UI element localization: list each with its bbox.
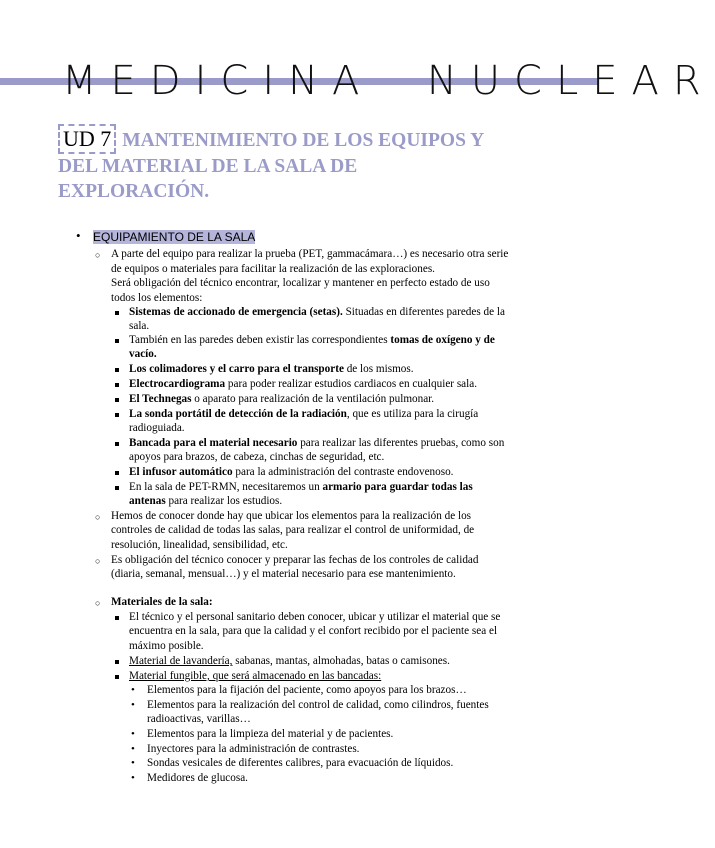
item-line: sala.	[129, 320, 150, 332]
document-header	[62, 58, 715, 104]
p1-line: todos los elementos:	[111, 292, 203, 304]
item-oxygen: También en las paredes deben existir las correspondientes tomas de oxígeno y de	[129, 334, 495, 346]
item-line: antenas para realizar los estudios.	[129, 495, 283, 507]
p1-line: Será obligación del técnico encontrar, localizar y mantener en perfecto estado de uso	[111, 277, 490, 289]
item-technegas: El Technegas o aparato para realización de la ventilación pulmonar.	[129, 393, 435, 405]
item-emergency: Sistemas de accionado de emergencia (setas). Situadas en diferentes paredes de la	[129, 306, 505, 318]
sub-item: Elementos para la realización del control de calidad, como cilindros, fuentes	[147, 699, 489, 711]
circle-bullet-icon: ○	[95, 556, 101, 566]
p2-line: resolución, linealidad, sensibilidad, etc.	[111, 539, 288, 551]
sub-item: Inyectores para la administración de contrastes.	[147, 743, 360, 755]
sub-item-line: radioactivas, varillas…	[147, 713, 251, 725]
item-ecg: Electrocardiograma para poder realizar estudios cardiacos en cualquier sala.	[129, 378, 478, 390]
material-fungible: Material fungible, que será almacenado en las bancadas:	[129, 670, 382, 682]
p2-line: controles de calidad de todas las salas, para realizar el control de uniformidad, de	[111, 524, 475, 536]
item-probe: La sonda portátil de detección de la radiación, que es utiliza para la cirugía	[129, 408, 479, 420]
square-bullet-icon	[115, 486, 119, 490]
p1-line: A parte del equipo para realizar la prueba (PET, gammacámara…) es necesario otra serie	[111, 248, 509, 260]
circle-bullet-icon: ○	[95, 250, 101, 260]
square-bullet-icon	[115, 383, 119, 387]
item-collimators: Los colimadores y el carro para el transporte de los mismos.	[129, 363, 414, 375]
material-laundry: Material de lavandería, sabanas, mantas, almohadas, batas o camisones.	[129, 655, 450, 667]
title-line-3: EXPLORACIÓN.	[58, 181, 210, 202]
square-bullet-icon	[115, 413, 119, 417]
bullet-icon: •	[131, 757, 135, 769]
header-word-1: MEDICINA	[62, 58, 374, 104]
item-bench: Bancada para el material necesario para realizar las diferentes pruebas, como son	[129, 437, 505, 449]
square-bullet-icon	[115, 660, 119, 664]
materials-heading: Materiales de la sala:	[111, 596, 213, 608]
square-bullet-icon	[115, 398, 119, 402]
circle-bullet-icon: ○	[95, 598, 101, 608]
material-line: encuentra en la sala, para que la calidad y el confort recibido por el paciente sea el	[129, 625, 498, 637]
title-line-1: MANTENIMIENTO DE LOS EQUIPOS Y	[122, 130, 485, 151]
square-bullet-icon	[115, 311, 119, 315]
bullet-icon: •	[131, 684, 135, 696]
unit-badge: UD 7	[58, 124, 116, 154]
sub-item: Medidores de glucosa.	[147, 772, 248, 784]
material-line: máximo posible.	[129, 640, 204, 652]
title-line-2: DEL MATERIAL DE LA SALA DE	[58, 156, 358, 177]
p2-line: Hemos de conocer donde hay que ubicar los elementos para la realización de los	[111, 510, 472, 522]
bullet-icon: •	[131, 728, 135, 740]
square-bullet-icon	[115, 471, 119, 475]
p1-line: de equipos o materiales para facilitar la realización de las exploraciones.	[111, 263, 435, 275]
item-pet-rmn: En la sala de PET-RMN, necesitaremos un armario para guardar todas las	[129, 481, 473, 493]
square-bullet-icon	[115, 675, 119, 679]
square-bullet-icon	[115, 616, 119, 620]
item-line: vacío.	[129, 348, 157, 360]
unit-title	[58, 124, 578, 204]
item-line: apoyos para brazos, de cabeza, cinchas de seguridad, etc.	[129, 451, 385, 463]
square-bullet-icon	[115, 442, 119, 446]
material-line: El técnico y el personal sanitario deben conocer, ubicar y utilizar el material que se	[129, 611, 501, 623]
square-bullet-icon	[115, 368, 119, 372]
section-heading: EQUIPAMIENTO DE LA SALA	[93, 230, 256, 244]
header-word-2: NUCLEAR	[426, 58, 715, 104]
item-line: radioguiada.	[129, 422, 185, 434]
sub-item: Sondas vesicales de diferentes calibres, para evacuación de líquidos.	[147, 757, 454, 769]
bullet-icon: •	[131, 772, 135, 784]
circle-bullet-icon: ○	[95, 512, 101, 522]
bullet-icon: •	[131, 743, 135, 755]
sub-item: Elementos para la limpieza del material y de pacientes.	[147, 728, 394, 740]
square-bullet-icon	[115, 339, 119, 343]
bullet-icon: •	[131, 699, 135, 711]
p3-line: Es obligación del técnico conocer y preparar las fechas de los controles de calidad	[111, 554, 479, 566]
sub-item: Elementos para la fijación del paciente, como apoyos para los brazos…	[147, 684, 467, 696]
p3-line: (diaria, semanal, mensual…) y el material necesario para ese mantenimiento.	[111, 568, 456, 580]
bullet-icon: •	[76, 228, 81, 243]
item-infuser: El infusor automático para la administración del contraste endovenoso.	[129, 466, 454, 478]
